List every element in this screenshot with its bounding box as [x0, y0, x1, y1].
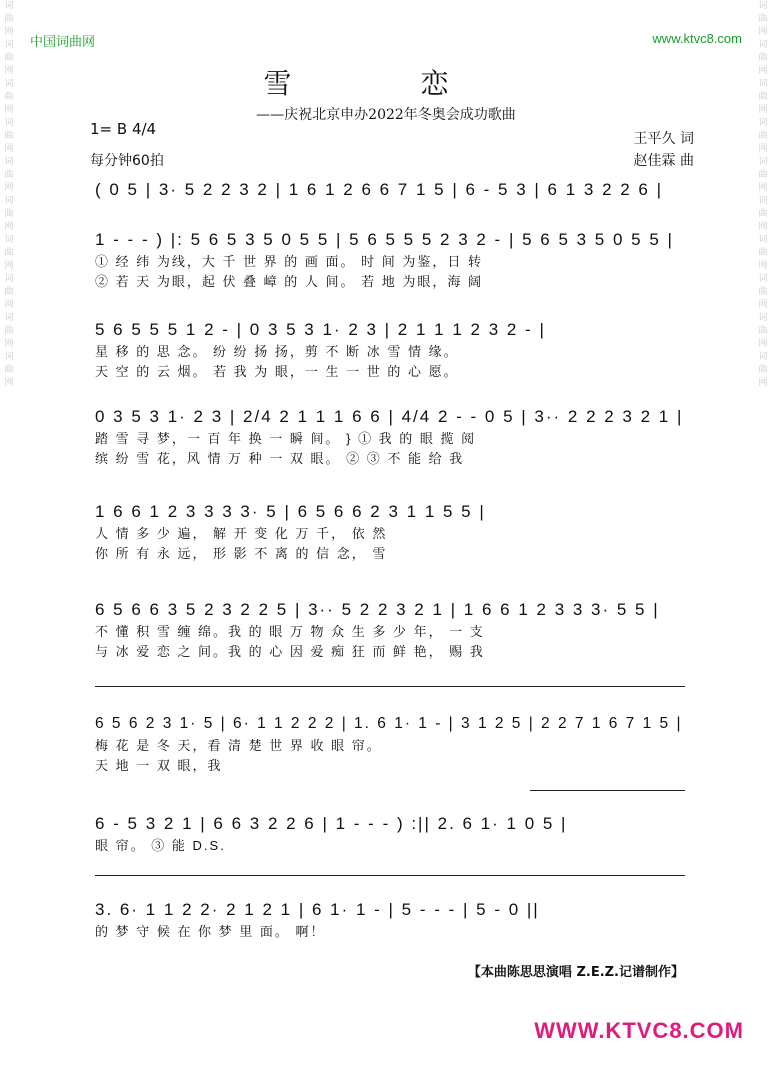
- watermark-glyph: 词: [758, 157, 768, 167]
- song-subtitle: ——庆祝北京申办2022年冬奥会成功歌曲: [256, 107, 516, 123]
- watermark-glyph: 曲: [758, 209, 768, 219]
- lyric-line: 的 梦 守 候 在 你 梦 里 面。 啊！: [95, 924, 326, 939]
- watermark-glyph: 网: [4, 183, 14, 193]
- tempo-marking: 每分钟60拍: [90, 153, 164, 169]
- score-system: [95, 318, 685, 382]
- watermark-glyph: 网: [758, 183, 768, 193]
- watermark-glyph: 网: [758, 339, 768, 349]
- notation-line: 6 - 5 3 2 1 | 6 6 3 2 2 6 | 1 - - - ) :|| 2. 6 1· 1 0 5 |: [95, 814, 568, 833]
- watermark-glyph: 词: [758, 40, 768, 50]
- lyric-line: 你 所 有 永 远， 形 影 不 离 的 信 念， 雪: [95, 546, 388, 561]
- watermark-glyph: 网: [4, 27, 14, 37]
- composer-credit: 赵佳霖 曲: [633, 153, 694, 169]
- watermark-glyph: 曲: [4, 170, 14, 180]
- watermark-glyph: 词: [4, 196, 14, 206]
- watermark-glyph: 网: [758, 378, 768, 388]
- score-system: [95, 500, 685, 564]
- site-logo[interactable]: WWW.KTVC8.COM: [534, 1018, 744, 1043]
- song-title: 雪 恋: [263, 67, 509, 100]
- score-system: [95, 405, 685, 469]
- watermark-glyph: 曲: [758, 92, 768, 102]
- watermark-glyph: 词: [4, 1, 14, 11]
- watermark-glyph: 曲: [758, 53, 768, 63]
- watermark-glyph: 网: [758, 27, 768, 37]
- watermark-glyph: 词: [4, 79, 14, 89]
- watermark-glyph: 曲: [4, 53, 14, 63]
- watermark-glyph: 词: [758, 196, 768, 206]
- watermark-glyph: 网: [758, 144, 768, 154]
- performance-credit: 【本曲陈思思演唱 Z.E.Z.记谱制作】: [467, 965, 684, 980]
- notation-line: 0 3 5 3 1· 2 3 | 2/4 2 1 1 1 6 6 | 4/4 2 - - 0 5 | 3·· 2 2 2 3 2 1 |: [95, 407, 684, 426]
- lyric-line: 星 移 的 思 念。 纷 纷 扬 扬，剪 不 断 冰 雪 情 缘。: [95, 344, 459, 359]
- score-system: [95, 178, 685, 202]
- lyric-line: 眼 帘。 ③ 能 D.S.: [95, 838, 226, 853]
- watermark-glyph: 曲: [4, 14, 14, 24]
- watermark-glyph: 词: [4, 352, 14, 362]
- watermark-glyph: 网: [758, 300, 768, 310]
- ending-bracket-1: [95, 686, 685, 687]
- notation-line: 1 - - - ) |: 5 6 5 3 5 0 5 5 | 5 6 5 5 5 2 3 2 - | 5 6 5 3 5 0 5 5 |: [95, 230, 674, 249]
- lyric-line: 缤 纷 雪 花，风 情 万 种 一 双 眼。 ② ③ 不 能 给 我: [95, 451, 465, 466]
- notation-line: 1 6 6 1 2 3 3 3 3· 5 | 6 5 6 6 2 3 1 1 5 5 |: [95, 502, 486, 521]
- ending-bracket-2: [530, 790, 685, 791]
- watermark-glyph: 网: [4, 222, 14, 232]
- watermark-glyph: 网: [758, 222, 768, 232]
- score-system: [95, 898, 685, 942]
- lyric-line: 不 懂 积 雪 缠 绵。我 的 眼 万 物 众 生 多 少 年， 一 支: [95, 624, 485, 639]
- side-watermark-right: [754, 0, 772, 1070]
- site-name-left[interactable]: 中国词曲网: [30, 35, 96, 50]
- watermark-glyph: 词: [4, 274, 14, 284]
- watermark-glyph: 曲: [4, 92, 14, 102]
- watermark-glyph: 网: [4, 144, 14, 154]
- watermark-glyph: 词: [758, 313, 768, 323]
- watermark-glyph: 曲: [758, 170, 768, 180]
- lyric-line: 踏 雪 寻 梦，一 百 年 换 一 瞬 间。 } ① 我 的 眼 揽 阅: [95, 431, 477, 446]
- watermark-glyph: 曲: [4, 326, 14, 336]
- score-system: [95, 712, 685, 776]
- watermark-glyph: 曲: [4, 248, 14, 258]
- watermark-glyph: 词: [758, 352, 768, 362]
- score-system: [95, 598, 685, 662]
- key-signature: 1= B 4/4: [90, 120, 157, 138]
- score-system: [95, 228, 685, 292]
- watermark-glyph: 词: [758, 274, 768, 284]
- watermark-glyph: 网: [4, 300, 14, 310]
- watermark-glyph: 网: [758, 261, 768, 271]
- site-url-right[interactable]: www.ktvc8.com: [652, 31, 742, 46]
- watermark-glyph: 曲: [758, 248, 768, 258]
- watermark-glyph: 网: [4, 378, 14, 388]
- notation-line: 5 6 5 5 5 1 2 - | 0 3 5 3 1· 2 3 | 2 1 1 1 2 3 2 - |: [95, 320, 546, 339]
- watermark-glyph: 曲: [758, 326, 768, 336]
- watermark-glyph: 网: [4, 66, 14, 76]
- watermark-glyph: 曲: [4, 131, 14, 141]
- lyric-line: ① 经 纬 为线，大 千 世 界 的 画 面。 时 间 为鉴，日 转: [95, 254, 483, 269]
- watermark-glyph: 网: [758, 105, 768, 115]
- watermark-glyph: 曲: [758, 287, 768, 297]
- lyric-line: 人 情 多 少 遍， 解 开 变 化 万 千， 依 然: [95, 526, 388, 541]
- lyric-line: 与 冰 爱 恋 之 间。我 的 心 因 爱 痴 狂 而 鲜 艳， 赐 我: [95, 644, 485, 659]
- watermark-glyph: 曲: [4, 365, 14, 375]
- watermark-glyph: 曲: [4, 209, 14, 219]
- lyric-line: 天 空 的 云 烟。 若 我 为 眼，一 生 一 世 的 心 愿。: [95, 364, 459, 379]
- watermark-glyph: 词: [4, 118, 14, 128]
- watermark-glyph: 词: [758, 235, 768, 245]
- score-system: [95, 812, 685, 856]
- watermark-glyph: 网: [4, 339, 14, 349]
- lyricist-credit: 王平久 词: [633, 131, 694, 147]
- watermark-glyph: 词: [4, 157, 14, 167]
- watermark-glyph: 词: [4, 235, 14, 245]
- watermark-glyph: 曲: [758, 365, 768, 375]
- notation-line: ( 0 5 | 3· 5 2 2 3 2 | 1 6 1 2 6 6 7 1 5 | 6 - 5 3 | 6 1 3 2 2 6 |: [95, 180, 664, 199]
- lyric-line: 天 地 一 双 眼，我: [95, 758, 223, 773]
- watermark-glyph: 网: [4, 105, 14, 115]
- watermark-glyph: 网: [758, 66, 768, 76]
- lyric-line: ② 若 天 为眼，起 伏 叠 嶂 的 人 间。 若 地 为眼，海 阔: [95, 274, 483, 289]
- watermark-glyph: 曲: [758, 131, 768, 141]
- ending-bracket-3: [95, 875, 685, 876]
- notation-line: 6 5 6 6 3 5 2 3 2 2 5 | 3·· 5 2 2 3 2 1 | 1 6 6 1 2 3 3 3· 5 5 |: [95, 600, 660, 619]
- watermark-glyph: 曲: [4, 287, 14, 297]
- notation-line: 6 5 6 2 3 1· 5 | 6· 1 1 2 2 2 | 1. 6 1· 1 - | 3 1 2 5 | 2 2 7 1 6 7 1 5 |: [95, 715, 683, 732]
- notation-line: 3. 6· 1 1 2 2· 2 1 2 1 | 6 1· 1 - | 5 - - - | 5 - 0 ||: [95, 900, 540, 919]
- watermark-glyph: 词: [758, 118, 768, 128]
- watermark-glyph: 词: [758, 79, 768, 89]
- lyric-line: 梅 花 是 冬 天，看 清 楚 世 界 收 眼 帘。: [95, 738, 382, 753]
- watermark-glyph: 词: [4, 313, 14, 323]
- watermark-glyph: 网: [4, 261, 14, 271]
- side-watermark-left: [0, 0, 18, 1070]
- watermark-glyph: 曲: [758, 14, 768, 24]
- watermark-glyph: 词: [4, 40, 14, 50]
- watermark-glyph: 词: [758, 1, 768, 11]
